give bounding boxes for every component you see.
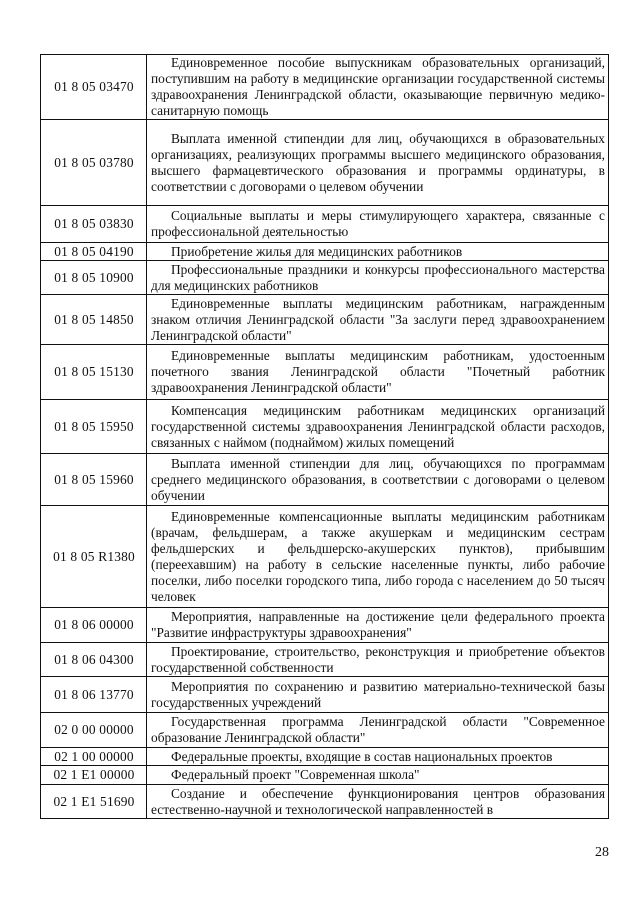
table-row xyxy=(41,748,609,766)
code-cell: 02 0 00 00000 xyxy=(41,713,147,748)
table-row xyxy=(41,400,609,454)
table-row xyxy=(41,243,609,261)
table-row xyxy=(41,261,609,295)
table-row xyxy=(41,713,609,748)
code-cell: 01 8 05 15130 xyxy=(41,345,147,400)
code-cell: 01 8 06 04300 xyxy=(41,643,147,677)
table-row xyxy=(41,206,609,243)
description-cell: Выплата именной стипендии для лиц, обучающихся по программам среднего медицинского образования, в соответствии с договорами о целевом обучении xyxy=(147,454,609,506)
description-cell: Федеральные проекты, входящие в состав национальных проектов xyxy=(147,748,609,766)
code-cell: 02 1 00 00000 xyxy=(41,748,147,766)
description-cell: Единовременные компенсационные выплаты медицинским работникам (врачам, фельдшерам, а также акушеркам и медицинским сестрам фельдшерских и фельдшерско-акушерских пунктов), прибывшим (переехавшим) на работу в сельские населенные пункты, либо рабочие поселки, либо поселки городского типа, либо города с населением до 50 тысяч человек xyxy=(147,506,609,608)
description-cell: Федеральный проект "Современная школа" xyxy=(147,766,609,785)
table-row xyxy=(41,608,609,643)
description-cell: Компенсация медицинским работникам медицинских организаций государственной системы здравоохранения Ленинградской области расходов, связанных с наймом (поднаймом) жилых помещений xyxy=(147,400,609,454)
code-cell: 01 8 05 03780 xyxy=(41,120,147,206)
description-cell: Социальные выплаты и меры стимулирующего характера, связанные с профессиональной деятельностью xyxy=(147,206,609,243)
code-cell: 01 8 06 13770 xyxy=(41,677,147,713)
table-row xyxy=(41,785,609,819)
description-cell: Приобретение жилья для медицинских работников xyxy=(147,243,609,261)
description-cell: Мероприятия, направленные на достижение цели федерального проекта "Развитие инфраструктуры здравоохранения" xyxy=(147,608,609,643)
code-cell: 01 8 05 03470 xyxy=(41,55,147,120)
description-cell: Выплата именной стипендии для лиц, обучающихся в образовательных организациях, реализующих программы высшего медицинского образования, высшего фармацевтического образования и программы ординатуры, в соответствии с договорами о целевом обучении xyxy=(147,120,609,206)
code-cell: 01 8 05 15960 xyxy=(41,454,147,506)
table-row xyxy=(41,120,609,206)
table-row xyxy=(41,454,609,506)
code-cell: 01 8 05 14850 xyxy=(41,295,147,345)
code-cell: 02 1 E1 00000 xyxy=(41,766,147,785)
description-cell: Единовременное пособие выпускникам образовательных организаций, поступившим на работу в медицинские организации государственной системы здравоохранения Ленинградской области, оказывающие первичную медико-санитарную помощь xyxy=(147,55,609,120)
description-cell: Единовременные выплаты медицинским работникам, награжденным знаком отличия Ленинградской области "За заслуги перед здравоохранением Ленинградской области" xyxy=(147,295,609,345)
description-cell: Проектирование, строительство, реконструкция и приобретение объектов государственной собственности xyxy=(147,643,609,677)
table-row xyxy=(41,643,609,677)
description-cell: Государственная программа Ленинградской области "Современное образование Ленинградской области" xyxy=(147,713,609,748)
table-row xyxy=(41,55,609,120)
table-row xyxy=(41,345,609,400)
code-cell: 01 8 05 10900 xyxy=(41,261,147,295)
page-number: 28 xyxy=(595,845,609,860)
table-row xyxy=(41,766,609,785)
code-cell: 01 8 05 R1380 xyxy=(41,506,147,608)
description-cell: Единовременные выплаты медицинским работникам, удостоенным почетного звания Ленинградской области "Почетный работник здравоохранения Ленинградской области" xyxy=(147,345,609,400)
code-cell: 02 1 E1 51690 xyxy=(41,785,147,819)
description-cell: Мероприятия по сохранению и развитию материально-технической базы государственных учреждений xyxy=(147,677,609,713)
budget-code-table xyxy=(40,54,609,819)
table-row xyxy=(41,677,609,713)
table-row xyxy=(41,506,609,608)
code-cell: 01 8 06 00000 xyxy=(41,608,147,643)
description-cell: Профессиональные праздники и конкурсы профессионального мастерства для медицинских работников xyxy=(147,261,609,295)
description-cell: Создание и обеспечение функционирования центров образования естественно-научной и технологической направленностей в xyxy=(147,785,609,819)
code-cell: 01 8 05 03830 xyxy=(41,206,147,243)
code-cell: 01 8 05 04190 xyxy=(41,243,147,261)
table-row xyxy=(41,295,609,345)
code-cell: 01 8 05 15950 xyxy=(41,400,147,454)
